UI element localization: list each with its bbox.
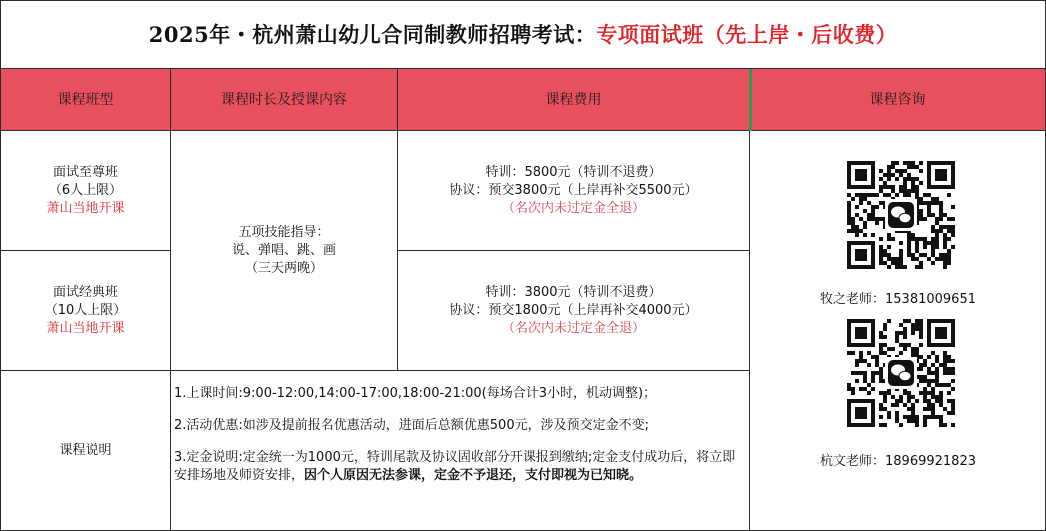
wechat-qr-icon[interactable]: [847, 161, 955, 269]
course-content: [171, 131, 398, 371]
class-name: 面试经典班: [52, 284, 118, 300]
header-consult: 课程咨询: [750, 69, 1046, 131]
note-item-3-bold: 因个人原因无法参课，定金不予退还，支付即视为已知晓。: [304, 468, 643, 483]
cell-selection-marker: [749, 69, 752, 131]
fee-line2: 协议：预交3800元（上岸再补交5500元）: [449, 182, 698, 198]
page-title: [0, 0, 1046, 69]
fee-classic: [398, 251, 750, 371]
header-fee: 课程费用: [398, 69, 750, 131]
class-limit: （6人上限）: [48, 182, 123, 198]
fee-premium: [398, 131, 750, 251]
wechat-qr-icon[interactable]: [847, 319, 955, 427]
fee-line1: 特训：3800元（特训不退费）: [485, 284, 662, 300]
note-item-1: 1.上课时间:9:00-12:00,14:00-17:00,18:00-21:00(每场合计3小时，机动调整)；: [174, 386, 657, 401]
fee-line2: 协议：预交1800元（上岸再补交4000元）: [449, 302, 698, 318]
class-limit: （10人上限）: [44, 302, 127, 318]
contact-2: 杭文老师：18969921823: [820, 454, 976, 469]
title-main: 2025年・杭州萧山幼儿合同制教师招聘考试：: [148, 21, 597, 47]
header-class-type: 课程班型: [0, 69, 171, 131]
content-line1: 五项技能指导：: [238, 224, 330, 240]
title-highlight: 专项面试班（先上岸・后收费）: [596, 21, 898, 47]
note-item-3: [174, 449, 743, 485]
note-item-3-text: 3.定金说明:定金统一为1000元，特训尾款及协议固收部分开课报到缴纳;定金支付成功后，将立即安排场地及师资安排，: [174, 450, 736, 483]
consult-panel: [750, 131, 1046, 531]
class-row-classic: [0, 251, 171, 371]
class-location: 萧山当地开课: [46, 320, 125, 336]
content-line2: 说、弹唱、跳、画: [231, 242, 336, 258]
notes-content: [171, 371, 750, 531]
fee-note: （名次内未过定金全退）: [501, 320, 645, 336]
note-item-2: 2.活动优惠:如涉及提前报名优惠活动，进面后总额优惠500元，涉及预交定金不变;: [174, 418, 649, 433]
fee-line1: 特训：5800元（特训不退费）: [485, 164, 662, 180]
content-line3: （三天两晚）: [244, 260, 323, 276]
notes-label: 课程说明: [0, 371, 171, 531]
class-row-premium: [0, 131, 171, 251]
class-location: 萧山当地开课: [46, 200, 125, 216]
header-duration-content: 课程时长及授课内容: [171, 69, 398, 131]
contact-1: 牧之老师：15381009651: [820, 292, 976, 307]
fee-note: （名次内未过定金全退）: [501, 200, 645, 216]
class-name: 面试至尊班: [52, 164, 118, 180]
